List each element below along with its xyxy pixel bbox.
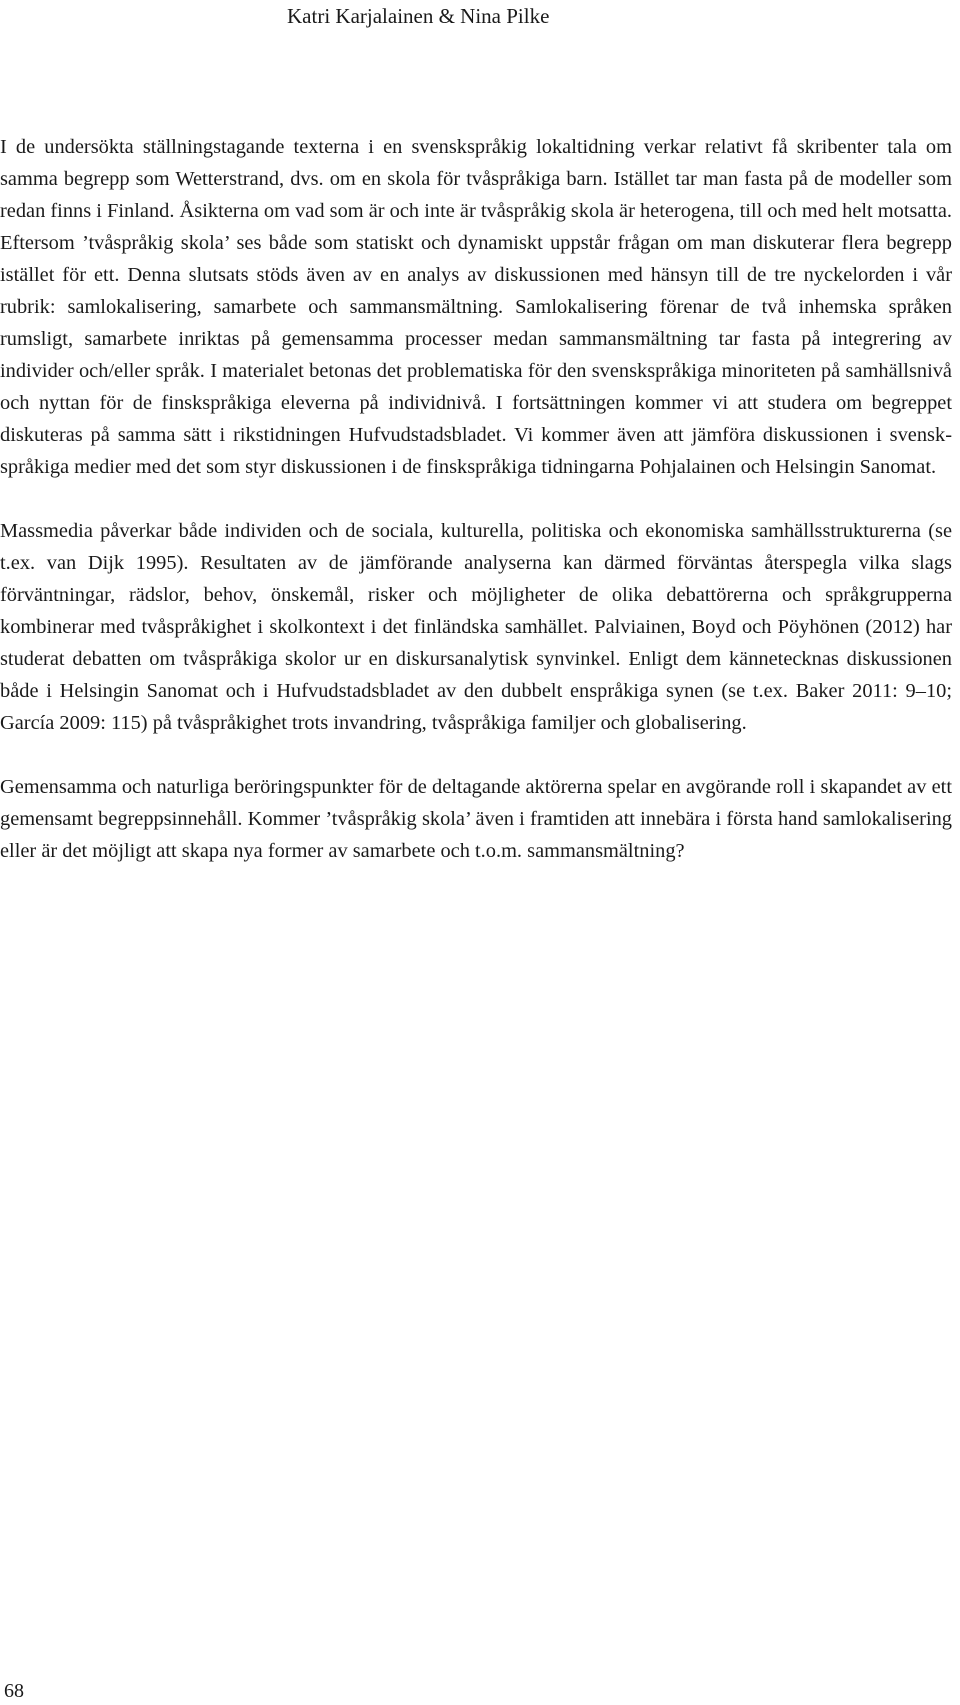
running-header: Katri Karjalainen & Nina Pilke — [287, 4, 550, 28]
body-text — [0, 131, 952, 867]
paragraph-2: Massmedia påverkar både individen och de sociala, kulturella, politiska och ekonomiska samhällsstrukturerna (se t.ex. van Dijk 1995). Resultaten av de jämförande analyserna kan därmed förväntas återspegla vilka slags förväntningar, rädslor, behov, önskemål, risker och möjligheter de olika debattörerna och språkgrupperna kombinerar med tvåspråkighet i skolkontext i det finländska samhället. Palviainen, Boyd och Pöyhönen (2012) har studerat debatten om tvåspråkiga skolor ur en diskursanalytisk synvinkel. Enligt dem kännetecknas diskussionen både i Helsingin Sanomat och i Hufvudstadsbladet av den dubbelt enspråkiga synen (se t.ex. Baker 2011: 9–10; García 2009: 115) på tvåspråkighet trots invandring, tvåspråkiga familjer och globalisering. — [0, 520, 952, 734]
paragraph-3: Gemensamma och naturliga beröringspunkter för de deltagande aktörerna spelar en avgörande roll i skapandet av ett gemensamt begreppsinnehåll. Kommer ’tvåspråkig skola’ även i framtiden att innebära i första hand samlokalisering eller är det möjligt att skapa nya former av samarbete och t.o.m. sammansmältning? — [0, 776, 952, 862]
paragraph-1: I de undersökta ställningstagande texterna i en svenskspråkig lokaltidning verkar relativt få skribenter tala om samma begrepp som Wetterstrand, dvs. om en skola för tvåspråkiga barn. Istället tar man fasta på de modeller som redan finns i Finland. Åsikterna om vad som är och inte är tvåspråkig skola är heterogena, till och med helt motsatta. Eftersom ’tvåspråkig skola’ ses både som statiskt och dynamiskt uppstår frågan om man diskuterar flera begrepp istället för ett. Denna slutsats stöds även av en analys av diskussionen med hänsyn till de tre nyckelorden i vår rubrik: samlokalisering, samarbete och sammansmältning. Samlokalisering förenar de två inhemska språken rumsligt, samarbete inriktas på gemensamma processer medan sammansmältning tar fasta på integrering av individer och/eller språk. I materialet betonas det problematiska för den svenskspråkiga minoriteten på samhällsnivå och nyttan för de finskspråkiga eleverna på individnivå. I fortsättningen kommer vi att studera om begreppet diskuteras på samma sätt i rikstidningen Hufvudstadsbladet. Vi kommer även att jämföra diskussionen i svenskspråkiga medier med det som styr diskussionen i de finskspråkiga tidningarna Pohjalainen och Helsingin Sanomat. — [0, 136, 952, 478]
page-number: 68 — [4, 1680, 24, 1702]
